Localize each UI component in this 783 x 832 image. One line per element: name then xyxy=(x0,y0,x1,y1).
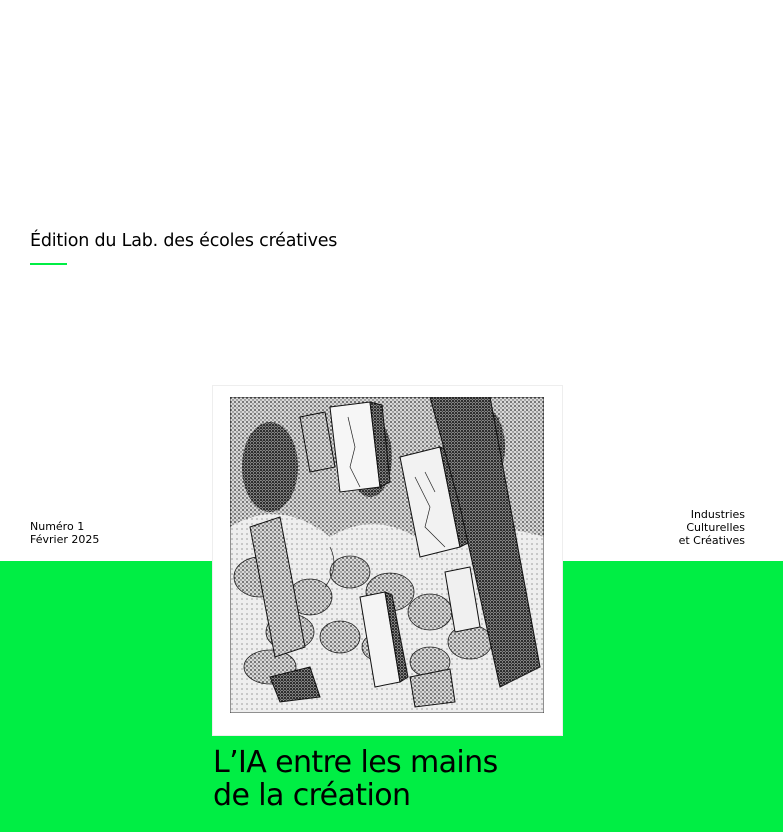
sector-label xyxy=(679,508,745,547)
headline-line-1: L’IA entre les mains xyxy=(213,745,498,780)
cover-artwork xyxy=(212,385,563,736)
issue-date: Février 2025 xyxy=(30,533,100,546)
edition-subtitle: Édition du Lab. des écoles créatives xyxy=(30,231,338,251)
sector-line-2: Culturelles xyxy=(686,521,745,534)
magazine-title xyxy=(28,22,756,230)
accent-divider xyxy=(30,263,67,265)
sector-line-1: Industries xyxy=(690,508,745,521)
sector-line-3: et Créatives xyxy=(678,534,745,547)
headline-line-2: de la création xyxy=(213,778,411,813)
engraving-illustration xyxy=(230,397,544,713)
issue-info xyxy=(30,520,99,546)
cover-headline xyxy=(213,746,498,812)
issue-number: Numéro 1 xyxy=(30,520,85,533)
magazine-title-lettering xyxy=(28,22,756,230)
